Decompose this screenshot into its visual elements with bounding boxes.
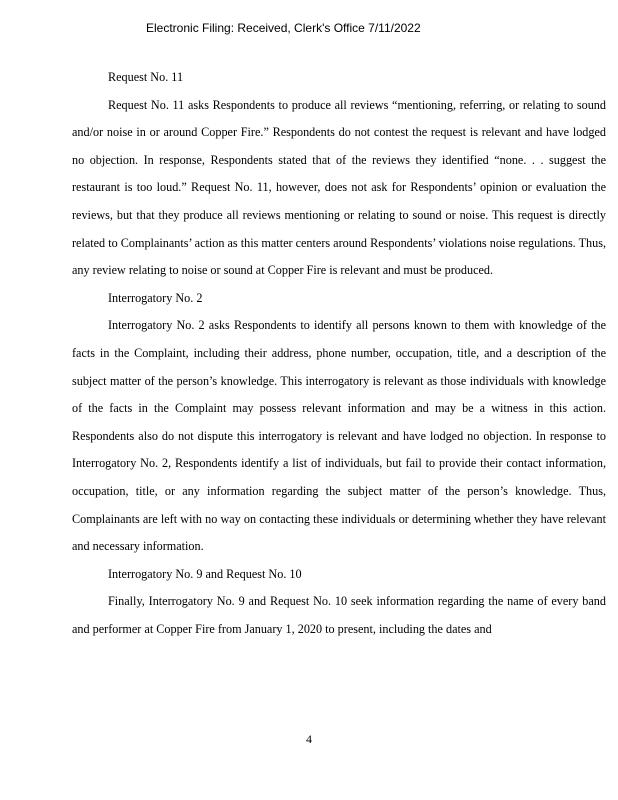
page-number: 4 (306, 732, 312, 746)
section-paragraph-interrogatory-9-request-10: Finally, Interrogatory No. 9 and Request No. 10 seek information regarding the name of every band and performer at Copper Fire from January 1, 2020 to present, including the dates and (72, 594, 606, 636)
section-heading-interrogatory-9-request-10: Interrogatory No. 9 and Request No. 10 (108, 566, 302, 581)
filing-stamp: Electronic Filing: Received, Clerk's Office 7/11/2022 (146, 21, 421, 35)
section-paragraph-request-11: Request No. 11 asks Respondents to produce all reviews “mentioning, referring, or relating to sound and/or noise in or around Copper Fire.” Respondents do not contest the request is relevant and have lodged no objection. In response, Respondents stated that of the reviews they identified “none. . . suggest the restaurant is too loud.” Request No. 11, however, does not ask for Respondents’ opinion or evaluation the reviews, but that they produce all reviews mentioning or relating to sound or noise. This request is directly related to Complainants’ action as this matter centers around Respondents’ violations noise regulations. Thus, any review relating to noise or sound at Copper Fire is relevant and must be produced. (72, 97, 606, 278)
section-paragraph-interrogatory-2: Interrogatory No. 2 asks Respondents to identify all persons known to them with knowledge of the facts in the Complaint, including their address, phone number, occupation, title, and a description of the subject matter of the person’s knowledge. This interrogatory is relevant as those individuals with knowledge of the facts in the Complaint may possess relevant information and may be a witness in this action. Respondents also do not dispute this interrogatory is relevant and have lodged no objection. In response to Interrogatory No. 2, Respondents identify a list of individuals, but fail to provide their contact information, occupation, title, or any information regarding the subject matter of the person’s knowledge. Thus, Complainants are left with no way on contacting these individuals or determining whether they have relevant and necessary information. (72, 318, 606, 554)
section-heading-request-11: Request No. 11 (108, 70, 184, 84)
section-heading-interrogatory-2: Interrogatory No. 2 (108, 290, 203, 305)
document-body (72, 64, 606, 643)
